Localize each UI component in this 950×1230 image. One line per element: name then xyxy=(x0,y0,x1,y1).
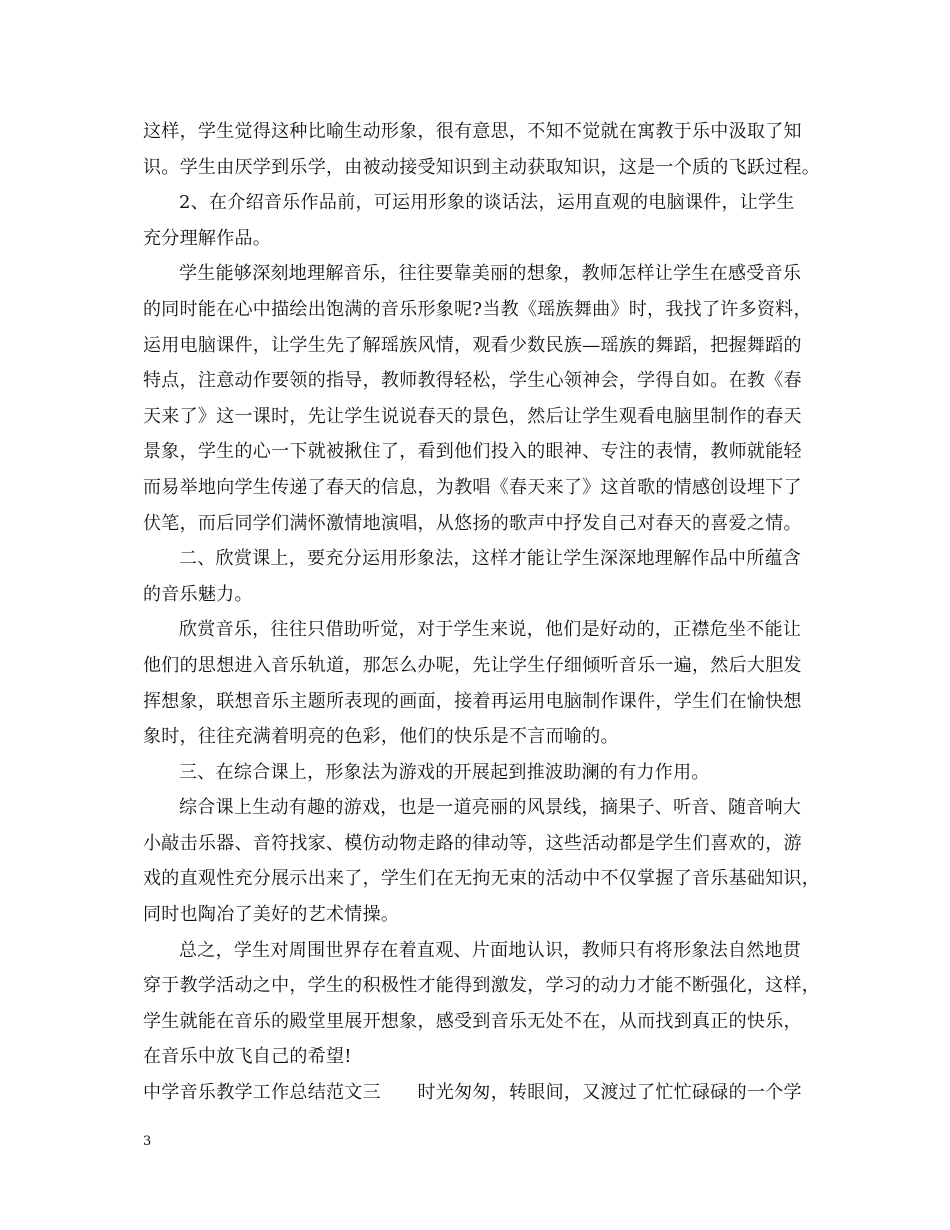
text-line: 象时，往往充满着明亮的色彩，他们的快乐是不言而喻的。 xyxy=(143,726,619,748)
text-line: 二、欣赏课上，要充分运用形象法，这样才能让学生深深地理解作品中所蕴含 xyxy=(179,548,802,570)
text-line: 在音乐中放飞自己的希望! xyxy=(143,1046,352,1068)
text-line: 欣赏音乐，往往只借助听觉，对于学生来说，他们是好动的，正襟危坐不能让 xyxy=(179,619,802,641)
text-line: 三、在综合课上，形象法为游戏的开展起到推波助澜的有力作用。 xyxy=(179,761,710,783)
text-line: 这样，学生觉得这种比喻生动形象，很有意思，不知不觉就在寓教于乐中汲取了知 xyxy=(143,121,802,142)
text-line: 特点，注意动作要领的指导，教师教得轻松，学生心领神会，学得自如。在教《春 xyxy=(143,370,802,392)
text-line: 2、在介绍音乐作品前，可运用形象的谈话法，运用直观的电脑课件，让学生 xyxy=(179,192,795,214)
text-line: 同时也陶冶了美好的艺术情操。 xyxy=(143,904,400,926)
text-line: 景象，学生的心一下就被揪住了，看到他们投入的眼神、专注的表情，教师就能轻 xyxy=(143,441,802,463)
page-number: 3 xyxy=(143,1134,152,1149)
text-line: 识。学生由厌学到乐学，由被动接受知识到主动获取知识，这是一个质的飞跃过程。 xyxy=(143,156,821,178)
text-line: 小敲击乐器、音符找家、模仿动物走路的律动等，这些活动都是学生们喜欢的，游 xyxy=(143,832,802,854)
text-line: 综合课上生动有趣的游戏，也是一道亮丽的风景线，摘果子、听音、随音响大 xyxy=(179,797,802,819)
text-line: 挥想象，联想音乐主题所表现的画面，接着再运用电脑制作课件，学生们在愉快想 xyxy=(143,690,802,712)
section-heading-line: 中学音乐教学工作总结范文三 时光匆匆，转眼间，又渡过了忙忙碌碌的一个学 xyxy=(143,1082,802,1104)
text-line: 穿于教学活动之中，学生的积极性才能得到激发，学习的动力才能不断强化，这样， xyxy=(143,975,821,997)
text-line: 伏笔，而后同学们满怀激情地演唱，从悠扬的歌声中抒发自己对春天的喜爱之情。 xyxy=(143,512,802,534)
text-line: 戏的直观性充分展示出来了，学生们在无拘无束的活动中不仅掌握了音乐基础知识， xyxy=(143,868,821,890)
text-line: 天来了》这一课时，先让学生说说春天的景色，然后让学生观看电脑里制作的春天 xyxy=(143,405,802,427)
text-line: 充分理解作品。 xyxy=(143,227,272,249)
document-body xyxy=(143,114,823,1111)
text-line: 他们的思想进入音乐轨道，那怎么办呢，先让学生仔细倾听音乐一遍，然后大胆发 xyxy=(143,654,802,676)
text-line: 学生能够深刻地理解音乐，往往要靠美丽的想象，教师怎样让学生在感受音乐 xyxy=(179,263,802,285)
text-line: 学生就能在音乐的殿堂里展开想象，感受到音乐无处不在，从而找到真正的快乐， xyxy=(143,1010,802,1032)
text-line: 总之，学生对周围世界存在着直观、片面地认识，教师只有将形象法自然地贯 xyxy=(179,939,802,961)
text-line: 的音乐魅力。 xyxy=(143,583,253,605)
text-line: 运用电脑课件，让学生先了解瑶族风情，观看少数民族—瑶族的舞蹈，把握舞蹈的 xyxy=(143,334,802,356)
text-line: 的同时能在心中描绘出饱满的音乐形象呢?当教《瑶族舞曲》时，我找了许多资料， xyxy=(143,298,812,320)
text-line: 而易举地向学生传递了春天的信息，为教唱《春天来了》这首歌的情感创设埋下了 xyxy=(143,476,802,498)
